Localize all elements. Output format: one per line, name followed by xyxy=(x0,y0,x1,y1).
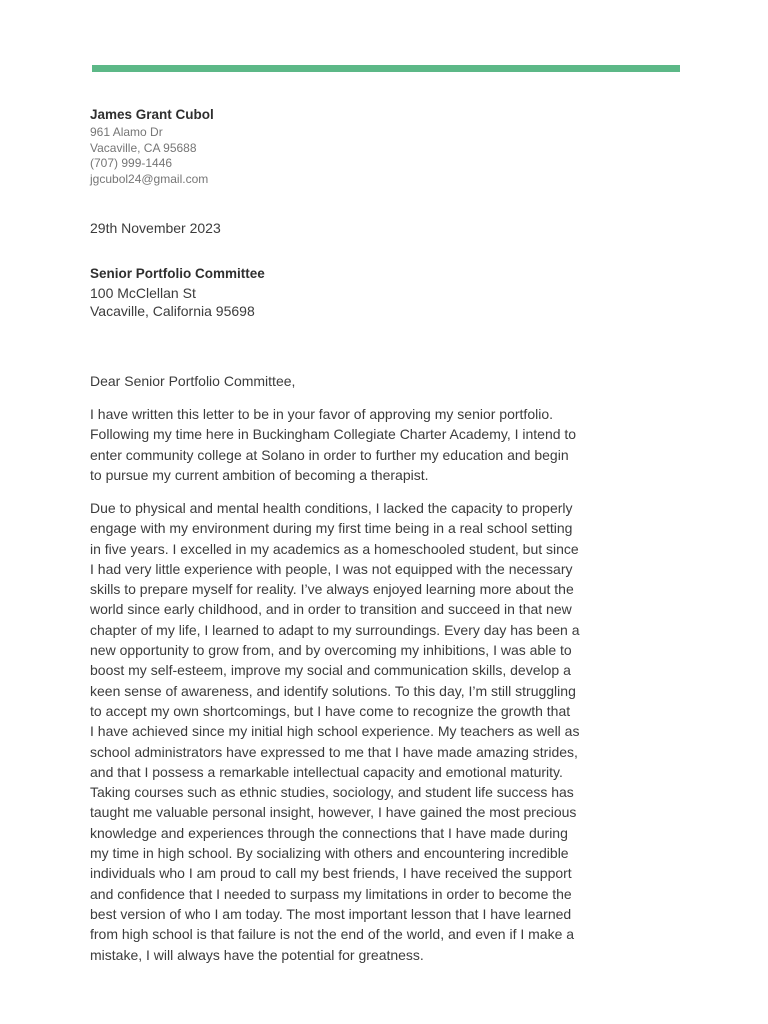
paragraph-line: school administrators have expressed to me that I have made amazing strides, xyxy=(90,743,578,760)
paragraph-line: knowledge and experiences through the connections that I have made during xyxy=(90,824,568,841)
recipient-block xyxy=(90,265,265,320)
recipient-address-line-1: 100 McClellan St xyxy=(90,285,196,301)
paragraph-line: Taking courses such as ethnic studies, sociology, and student life success has xyxy=(90,784,574,801)
paragraph-line: my time in high school. By socializing with others and encountering incredible xyxy=(90,845,569,862)
paragraph-line: chapter of my life, I learned to adapt to my surroundings. Every day has been a xyxy=(90,621,580,638)
paragraph-line: taught me valuable personal insight, however, I have gained the most precious xyxy=(90,804,577,821)
paragraph-line: and confidence that I needed to surpass my limitations in order to become the xyxy=(90,885,572,902)
paragraph-line: enter community college at Solano in order to further my education and begin xyxy=(90,446,569,463)
paragraph-line: and that I possess a remarkable intellectual capacity and emotional maturity. xyxy=(90,763,563,780)
sender-phone: (707) 999-1446 xyxy=(90,156,173,171)
paragraph-line: Due to physical and mental health conditions, I lacked the capacity to properly xyxy=(90,500,573,516)
letter-paragraph-2 xyxy=(90,498,580,965)
header-accent-bar xyxy=(92,65,680,72)
letter-salutation: Dear Senior Portfolio Committee, xyxy=(90,373,296,389)
paragraph-line: individuals who I am proud to call my best friends, I have received the support xyxy=(90,865,572,882)
paragraph-line: I have written this letter to be in your favor of approving my senior portfolio. xyxy=(90,406,554,422)
sender-address-line-2: Vacaville, CA 95688 xyxy=(90,140,197,155)
letter-paragraph-1 xyxy=(90,404,577,485)
paragraph-line: best version of who I am today. The most important lesson that I have learned xyxy=(90,905,572,922)
paragraph-line: skills to prepare myself for reality. I’ve always enjoyed learning more about the xyxy=(90,581,574,598)
recipient-name: Senior Portfolio Committee xyxy=(90,266,265,281)
sender-block xyxy=(90,106,214,188)
paragraph-line: engage with my environment during my first time being in a real school setting xyxy=(90,520,573,537)
paragraph-line: mistake, I will always have the potential for greatness. xyxy=(90,946,424,963)
paragraph-line: from high school is that failure is not the end of the world, and even if I make a xyxy=(90,926,575,943)
paragraph-line: to pursue my current ambition of becoming a therapist. xyxy=(90,466,429,483)
paragraph-line: I have achieved since my initial high school experience. My teachers as well as xyxy=(90,723,580,740)
recipient-address-line-2: Vacaville, California 95698 xyxy=(90,303,255,319)
paragraph-line: in five years. I excelled in my academics as a homeschooled student, but since xyxy=(90,540,579,557)
paragraph-line: new opportunity to grow from, and by overcoming my inhibitions, I was able to xyxy=(90,642,572,659)
paragraph-line: world since early childhood, and in order to transition and succeed in that new xyxy=(90,601,572,618)
sender-address-line-1: 961 Alamo Dr xyxy=(90,125,163,139)
paragraph-line: Following my time here in Buckingham Collegiate Charter Academy, I intend to xyxy=(90,426,577,443)
paragraph-line: boost my self-esteem, improve my social and communication skills, develop a xyxy=(90,662,571,679)
sender-email: jgcubol24@gmail.com xyxy=(90,172,209,187)
paragraph-line: keen sense of awareness, and identify solutions. To this day, I’m still struggling xyxy=(90,682,576,699)
paragraph-line: to accept my own shortcomings, but I have come to recognize the growth that xyxy=(90,702,571,719)
paragraph-line: I had very little experience with people, I was not equipped with the necessary xyxy=(90,560,573,577)
sender-name: James Grant Cubol xyxy=(90,107,214,122)
letter-date: 29th November 2023 xyxy=(90,220,221,236)
